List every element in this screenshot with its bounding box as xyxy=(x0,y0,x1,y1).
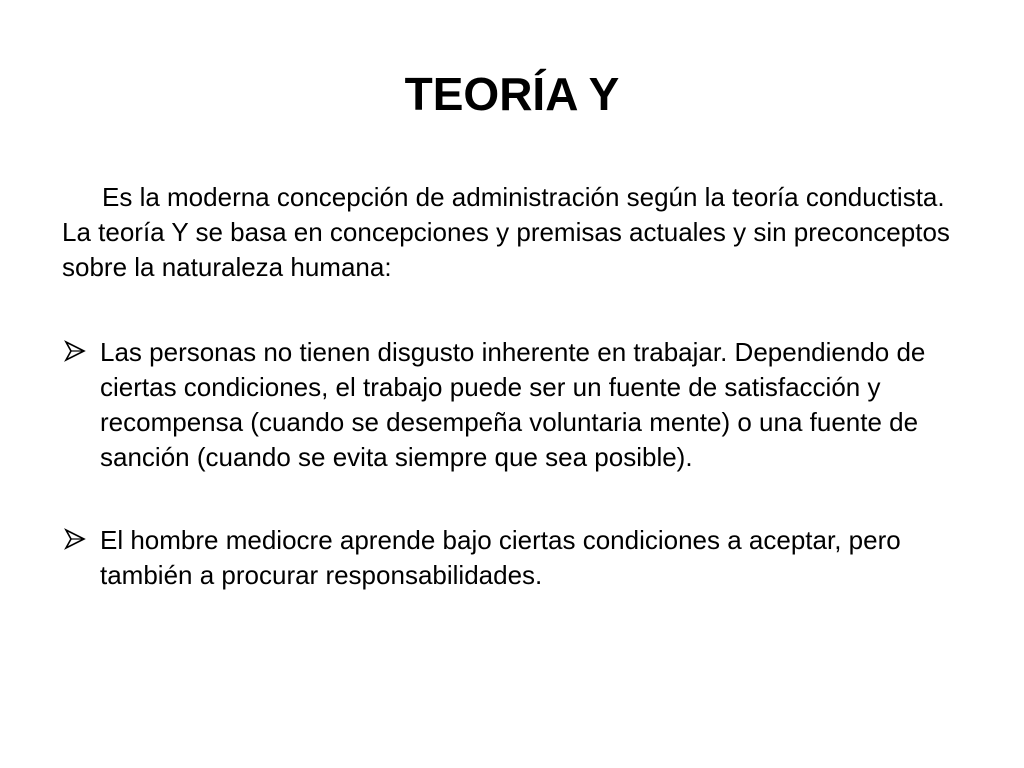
bullet-text: Las personas no tienen disgusto inherente en trabajar. Dependiendo de ciertas condiciones, el trabajo puede ser un fuente de satisfacción y recompensa (cuando se desempeña voluntaria mente) o una fuente de sanción (cuando se evita siempre que sea posible). xyxy=(100,337,926,472)
bullet-list xyxy=(62,335,952,593)
bullet-text: El hombre mediocre aprende bajo ciertas condiciones a aceptar, pero también a procurar responsabilidades. xyxy=(100,525,901,590)
arrowhead-bullet-icon xyxy=(62,524,88,554)
intro-paragraph: Es la moderna concepción de administración según la teoría conductista. La teoría Y se basa en concepciones y premisas actuales y sin preconceptos sobre la naturaleza humana: xyxy=(62,182,950,282)
slide-title: TEORÍA Y xyxy=(404,68,620,120)
arrowhead-bullet-icon xyxy=(62,336,88,366)
list-item xyxy=(62,335,952,475)
list-item xyxy=(62,523,952,593)
slide-body xyxy=(62,180,952,593)
